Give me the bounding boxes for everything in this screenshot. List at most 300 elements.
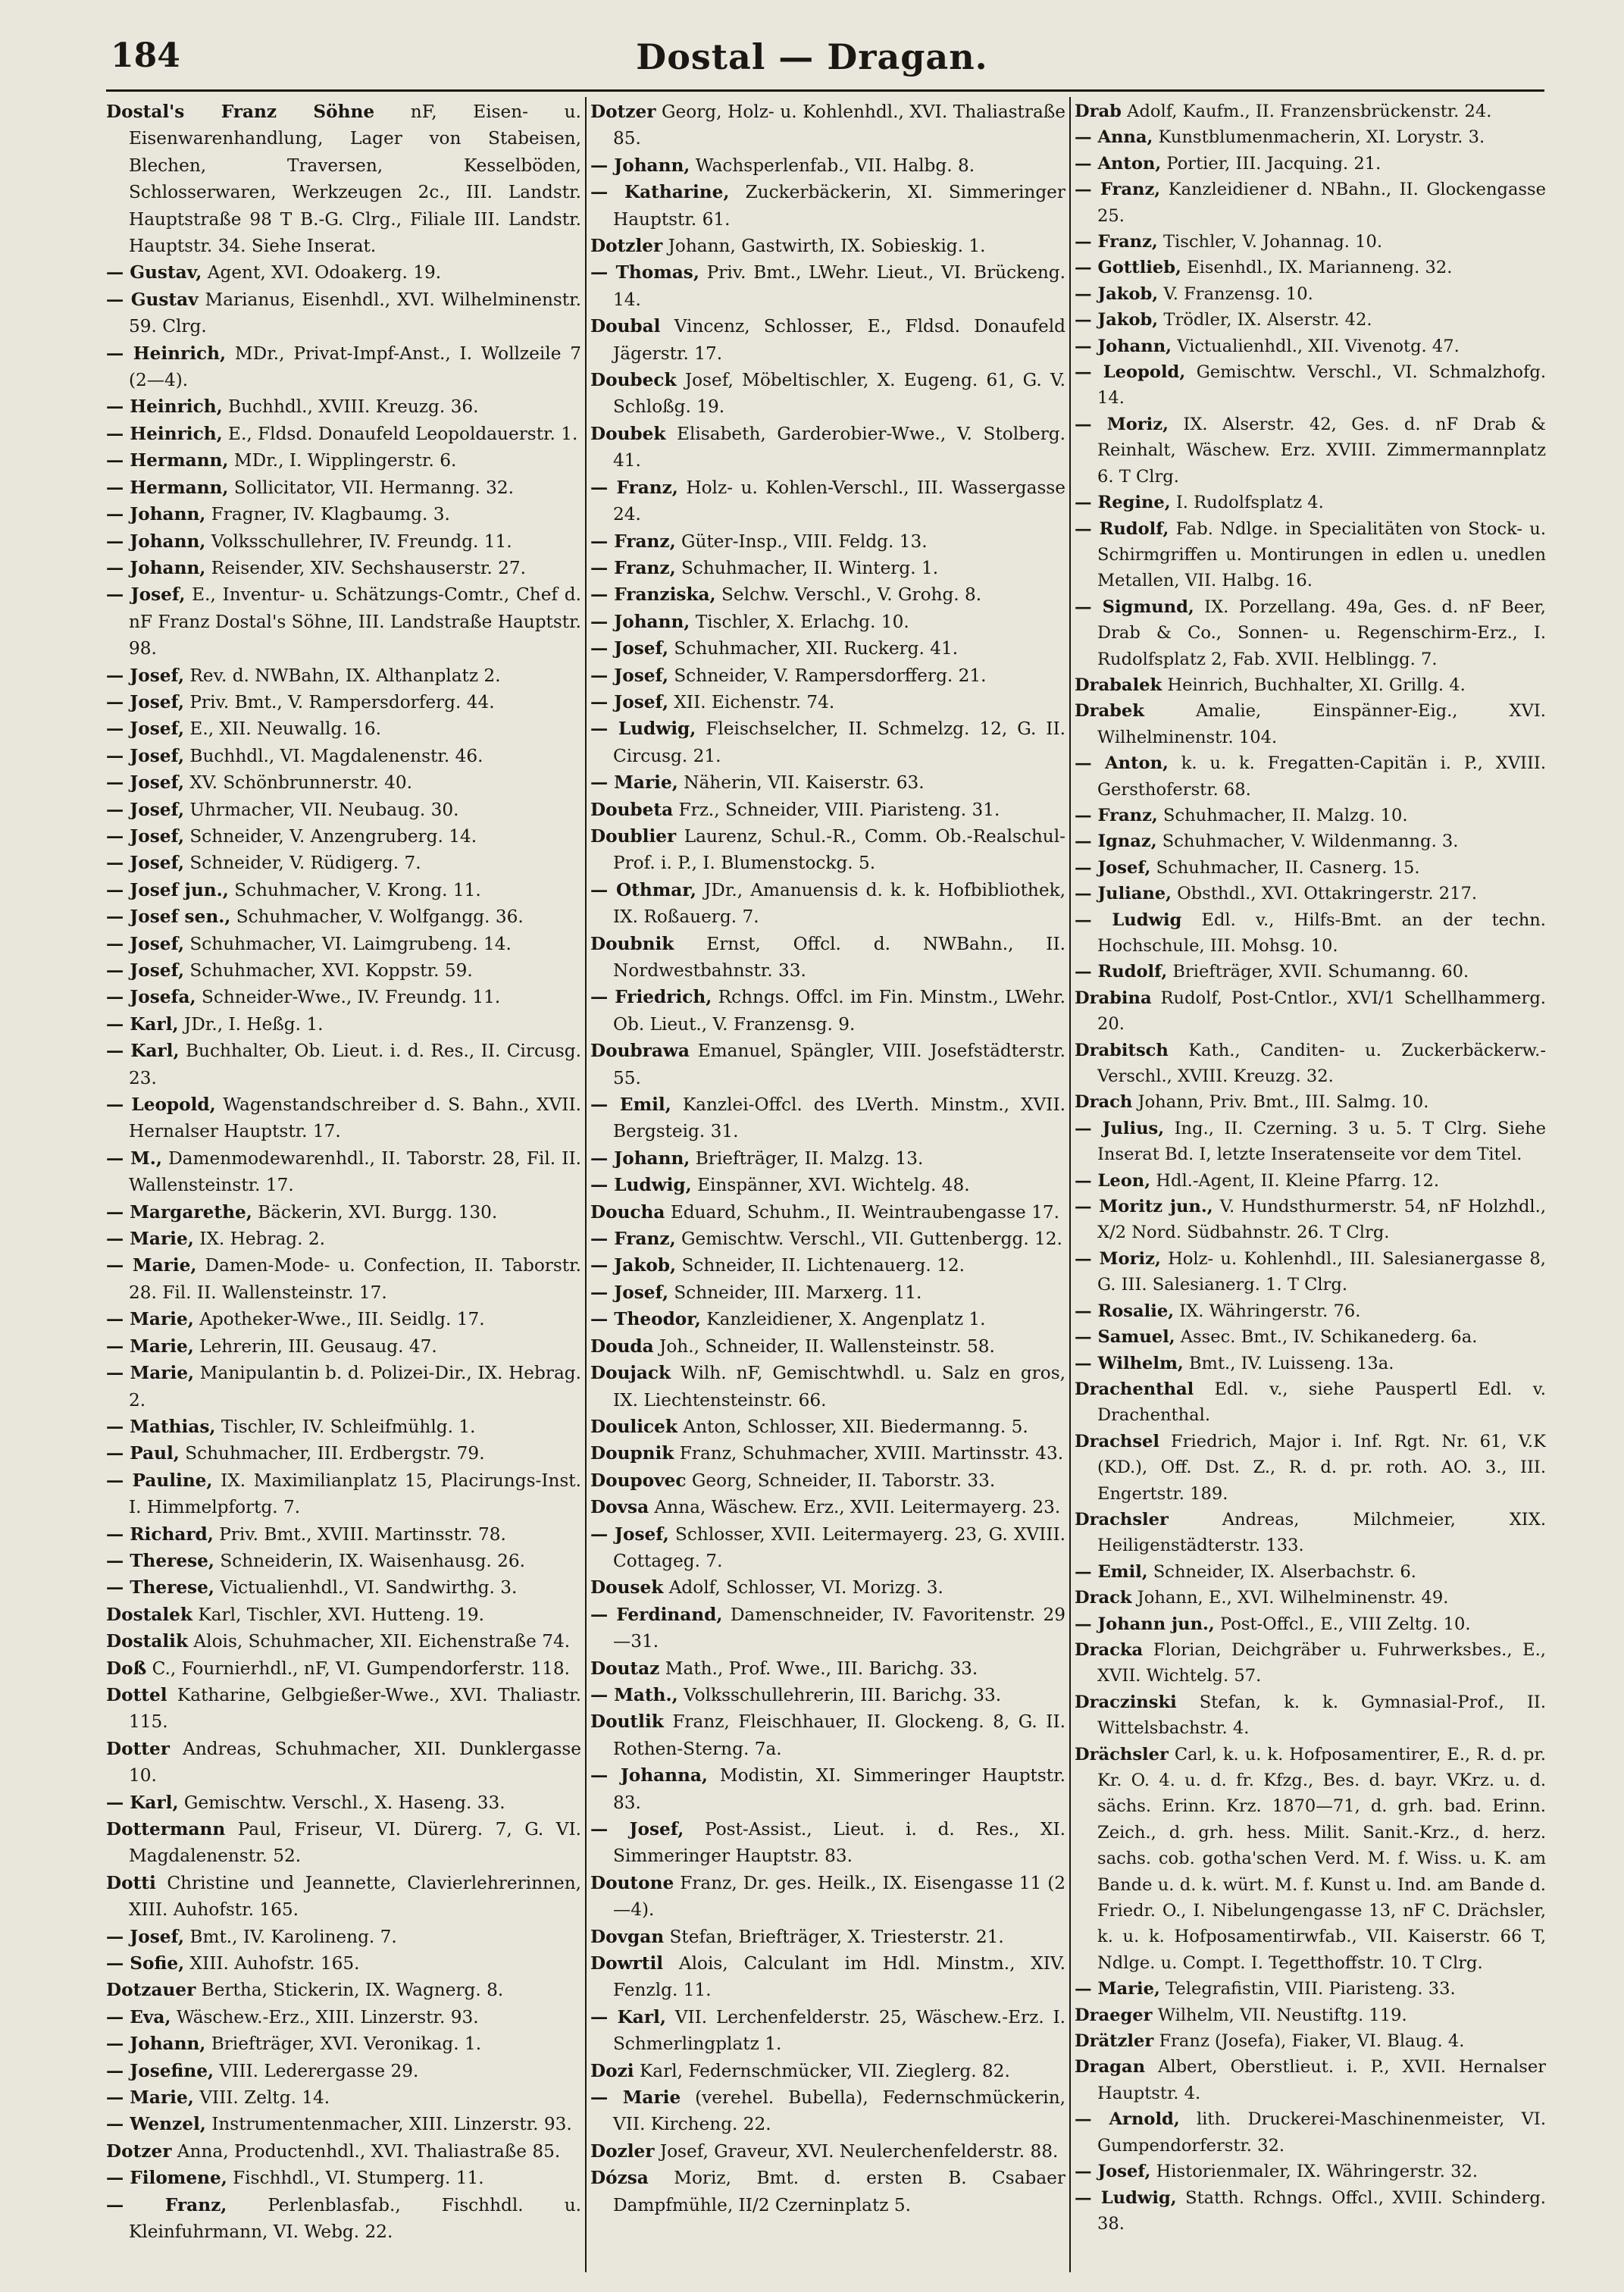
entry-name: — Josef, [590,638,669,659]
directory-entry [106,340,581,394]
entry-name: — Filomene, [106,2168,227,2189]
entry-name: — Mathias, [106,1416,216,1437]
entry-name: — Juliane, [1075,884,1172,904]
entry-name: — Anton, [1075,753,1169,774]
directory-entry [1075,333,1546,359]
entry-text: Schneider, III. Marxerg. 11. [674,1282,922,1303]
entry-text: Schneider-Wwe., IV. Freundg. 11. [201,987,501,1008]
directory-entry [590,1870,1065,1924]
entry-name: Doupnik [590,1443,674,1464]
entry-name: — Josef, [590,1282,669,1303]
entry-text: Selchw. Verschl., V. Grohg. 8. [721,584,982,606]
directory-entry [106,1870,581,1924]
entry-text: MDr., I. Wipplingerstr. 6. [233,450,457,471]
entry-name: Doublier [590,825,677,847]
entry-name: — Gustav [106,289,199,310]
directory-entry [106,1467,581,1521]
entry-text: Georg, Holz- u. Kohlenhdl., XVI. Thaliastraße 85. [613,102,1065,149]
entry-text: Fragner, IV. Klagbaumg. 3. [211,504,450,525]
entry-name: — Wenzel, [106,2114,206,2135]
entry-text: Damenmodewarenhdl., II. Taborstr. 28, Fil. II. Wallensteinstr. 17. [129,1148,581,1196]
entry-text: Buchhalter, Ob. Lieut. i. d. Res., II. Circusg. 23. [129,1041,581,1088]
directory-entry [590,1226,1065,1252]
directory-entry [1075,1637,1546,1689]
entry-text: Heinrich, Buchhalter, XI. Grillg. 4. [1167,675,1466,695]
directory-entry [1075,307,1546,333]
page-number: 184 [111,36,180,75]
entry-name: Dottermann [106,1819,226,1840]
entry-name: — Leon, [1075,1170,1151,1191]
directory-entry [106,1199,581,1226]
entry-text: Einspänner, XVI. Wichtelg. 48. [697,1175,970,1196]
entry-name: Doubnik [590,933,674,954]
entry-text: Edl. v., siehe Pauspertl Edl. v. Drachenthal. [1097,1379,1546,1426]
directory-entry [106,393,581,420]
entry-text: Agent, XVI. Odoakerg. 19. [207,262,442,283]
entry-text: Rudolf, Post-Cntlor., XVI/1 Schellhammerg. 20. [1097,988,1546,1035]
entry-text: Holz- u. Kohlenhdl., III. Salesianergasse 8, G. III. Salesianerg. 1. T Clrg. [1097,1248,1546,1295]
entry-text: Gemischtw. Verschl., VII. Guttenbergg. 12. [681,1229,1062,1250]
entry-text: Kunstblumenmacherin, XI. Lorystr. 3. [1158,127,1485,148]
directory-entry [106,1038,581,1091]
entry-text: Schuhmacher, XII. Ruckerg. 41. [674,638,959,659]
entry-text: Andreas, Milchmeier, XIX. Heiligenstädterstr. 133. [1097,1509,1546,1556]
directory-entry [590,662,1065,689]
directory-entry [590,609,1065,635]
entry-text: XII. Eichenstr. 74. [674,691,835,712]
directory-entry [106,931,581,957]
directory-entry [590,2165,1065,2218]
entry-text: XV. Schönbrunnerstr. 40. [189,772,412,794]
entry-name: Drachsel [1075,1431,1159,1451]
entry-name: Dovgan [590,1926,665,1947]
directory-entry [106,528,581,555]
entry-name: — Gustav, [106,262,202,283]
directory-entry [106,286,581,340]
entry-text: Wilhelm, VII. Neustiftg. 119. [1157,2005,1407,2025]
directory-entry [106,715,581,742]
directory-entry [590,1762,1065,1816]
entry-text: k. u. k. Fregatten-Capitän i. P., XVIII. Gersthoferstr. 68. [1097,753,1546,800]
entry-text: Schuhmacher, II. Winterg. 1. [681,557,939,578]
entry-name: Dostalik [106,1631,189,1652]
directory-entry [1075,99,1546,124]
entry-name: — Eva, [106,2006,171,2027]
directory-entry [1075,1429,1546,1507]
entry-name: Dostal's Franz Söhne [106,102,375,122]
entry-text: Schneider, II. Lichtenauerg. 12. [681,1255,965,1276]
entry-name: — Johann, [106,2034,206,2055]
entry-text: Albert, Oberstlieut. i. P., XVII. Hernalser Hauptstr. 4. [1097,2057,1546,2103]
entry-text: IX. Alserstr. 42, Ges. d. nF Drab & Reinhalt, Wäschew. Erz. XVIII. Zimmermannplatz 6. T Clrg. [1097,414,1546,487]
entry-name: Drack [1075,1588,1132,1608]
entry-text: Rchngs. Offcl. im Fin. Minstm., LWehr. Ob. Lieut., V. Franzensg. 9. [613,987,1065,1035]
entry-text: Amalie, Einspänner-Eig., XVI. Wilhelminenstr. 104. [1097,701,1546,747]
entry-text: Instrumentenmacher, XIII. Linzerstr. 93. [211,2114,572,2135]
directory-entry [106,2192,581,2246]
entry-text: JDr., I. Heßg. 1. [183,1013,324,1035]
entry-name: Dotzer [106,2140,172,2162]
entry-text: Johann, E., XVI. Wilhelminenstr. 49. [1137,1588,1449,1608]
entry-text: Wachsperlenfab., VII. Halbg. 8. [695,155,975,176]
directory-entry [106,1816,581,1870]
entry-text: Andreas, Schuhmacher, XII. Dunklergasse 10. [129,1738,581,1786]
entry-name: — Karl, [106,1013,179,1035]
directory-entry [106,2058,581,2084]
entry-name: — Josef, [1075,857,1151,878]
directory-entry [1075,1089,1546,1115]
directory-entry [106,1548,581,1574]
entry-name: — Josef, [106,665,185,686]
directory-entry [106,1414,581,1440]
entry-text: E., Fldsd. Donaufeld Leopoldauerstr. 1. [228,423,578,444]
entry-text: E., Inventur- u. Schätzungs-Comtr., Chef d. nF Franz Dostal's Söhne, III. Landstraße Hauptstr. 98. [129,584,581,659]
directory-entry [590,797,1065,823]
directory-entry [106,984,581,1010]
directory-entry [1075,1585,1546,1611]
entry-text: Schneiderin, IX. Waisenhausg. 26. [220,1550,526,1571]
entry-text: Wäschew.-Erz., XIII. Linzerstr. 93. [176,2006,479,2027]
directory-entry [590,715,1065,769]
entry-text: Priv. Bmt., XVIII. Martinsstr. 78. [219,1523,506,1545]
entry-name: Doupovec [590,1470,687,1491]
directory-entry [1075,281,1546,307]
entry-name: — Johanna, [590,1765,708,1786]
entry-name: — Margarethe, [106,1201,252,1223]
entry-name: Drab [1075,102,1122,121]
directory-entry [590,984,1065,1038]
entry-name: — Johann, [106,504,206,525]
entry-name: — Johann, [1075,336,1172,356]
directory-entry [106,1091,581,1145]
entry-name: Dowrtil [590,1953,664,1974]
entry-name: — Josef, [106,719,185,740]
directory-entry [590,1145,1065,1172]
entry-name: — Franz, [590,531,676,552]
directory-entry [1075,2002,1546,2028]
entry-name: — Franziska, [590,584,716,606]
entry-text: Georg, Schneider, II. Taborstr. 33. [691,1470,996,1491]
entry-name: — Josef jun., [106,879,229,900]
entry-name: — Katharine, [590,182,730,203]
entry-name: Drachenthal [1075,1379,1194,1399]
entry-text: Telegrafistin, VIII. Piaristeng. 33. [1166,1979,1456,1999]
entry-text: Schneider, V. Rampersdorfferg. 21. [674,665,987,686]
entry-text: Franz, Fleischhauer, II. Glockeng. 8, G. II. Rothen-Sterng. 7a. [613,1711,1065,1759]
directory-entry [1075,490,1546,515]
entry-name: — Moriz, [1075,1248,1161,1269]
directory-entry [1075,1194,1546,1246]
directory-entry [106,743,581,769]
entry-text: Ing., II. Czerning. 3 u. 5. T Clrg. Siehe Inserat Bd. I, letzte Inseratenseite vor dem Titel. [1097,1118,1546,1165]
entry-text: IX. Porzellang. 49a, Ges. d. nF Beer, Drab & Co., Sonnen- u. Regenschirm-Erz., I. Rudolfsplatz 2, Fab. XVII. Helblingg. 7. [1097,596,1546,669]
entry-text: Damen-Mode- u. Confection, II. Taborstr. 28. Fil. II. Wallensteinstr. 17. [129,1255,581,1303]
entry-name: — Josef, [590,691,669,712]
directory-entry [106,769,581,796]
entry-name: — Franz, [590,1229,676,1250]
directory-entry [1075,516,1546,594]
directory-entry [590,555,1065,581]
entry-name: — Therese, [106,1577,214,1598]
directory-entry [1075,124,1546,150]
directory-entry [106,555,581,581]
directory-entry [106,581,581,662]
column-3 [1075,99,1546,2274]
entry-name: — Theodor, [590,1309,701,1330]
entry-name: Dozler [590,2140,655,2162]
entry-name: — Pauline, [106,1470,213,1491]
entry-text: Stefan, k. k. Gymnasial-Prof., II. Wittelsbachstr. 4. [1097,1692,1546,1739]
directory-entry [590,2138,1065,2165]
entry-name: Drabitsch [1075,1040,1169,1060]
entry-name: Dragan [1075,2057,1146,2078]
entry-name: — Julius, [1075,1118,1165,1138]
entry-name: — Marie, [106,1229,194,1250]
entry-text: Güter-Insp., VIII. Feldg. 13. [681,531,928,552]
entry-name: Dovsa [590,1497,649,1518]
directory-entry [590,931,1065,985]
entry-text: IX. Währingerstr. 76. [1179,1301,1361,1321]
entry-text: C., Fournierhdl., nF, VI. Gumpendorferstr. 118. [152,1658,571,1679]
entry-name: Doubeta [590,799,674,820]
entry-text: JDr., Amanuensis d. k. k. Hofbibliothek, IX. Roßauerg. 7. [613,879,1065,928]
entry-text: Bertha, Stickerin, IX. Wagnerg. 8. [201,1980,504,2001]
entry-text: Christine und Jeannette, Clavierlehrerinnen, XIII. Auhofstr. 165. [129,1872,581,1921]
directory-entry [106,850,581,876]
entry-text: Priv. Bmt., V. Rampersdorferg. 44. [189,691,495,712]
running-head: Dostal — Dragan. [636,36,988,77]
entry-name: — Leopold, [1075,362,1186,383]
entry-name: — Richard, [106,1523,214,1545]
entry-text: Schlosser, XVII. Leitermayerg. 23, G. XVIII. Cottageg. 7. [613,1523,1065,1571]
header-rule [106,89,1544,92]
entry-text: Kanzleidiener d. NBahn., II. Glockengasse 25. [1097,180,1546,226]
entry-text: Apotheker-Wwe., III. Seidlg. 17. [199,1309,485,1330]
entry-name: Drabina [1075,988,1152,1008]
directory-entry [1075,255,1546,280]
directory-entry [106,957,581,984]
directory-entry [106,1789,581,1816]
entry-name: Doubeck [590,370,677,391]
entry-text: Gemischtw. Verschl., VI. Schmalzhofg. 14. [1097,362,1546,409]
directory-entry [1075,1742,1546,1977]
entry-text: Johann, Priv. Bmt., III. Salmg. 10. [1137,1092,1429,1113]
entry-name: — Josef, [106,933,185,954]
entry-name: — Karl, [590,2006,666,2027]
directory-entry [1075,698,1546,750]
entry-name: Drabek [1075,701,1144,722]
entry-text: VII. Lerchenfelderstr. 25, Wäschew.-Erz. I. Schmerlingplatz 1. [613,2006,1065,2055]
directory-entry [590,1602,1065,1655]
entry-text: Obsthdl., XVI. Ottakringerstr. 217. [1177,884,1478,904]
entry-text: Math., Prof. Wwe., III. Barichg. 33. [665,1658,978,1679]
directory-entry [590,152,1065,179]
entry-name: Dozi [590,2060,634,2081]
column-1 [106,99,581,2274]
entry-text: Buchhdl., XVIII. Kreuzg. 36. [228,396,479,418]
entry-name: Douda [590,1335,654,1357]
directory-entry [590,1172,1065,1198]
directory-entry [1075,1324,1546,1350]
directory-entry [106,1306,581,1332]
entry-text: Franz (Josefa), Fiaker, VI. Blaug. 4. [1159,2031,1465,2052]
directory-entry [1075,2028,1546,2054]
entry-text: I. Rudolfsplatz 4. [1175,493,1324,513]
entry-name: — Moritz jun., [1075,1197,1213,1217]
directory-entry [1075,672,1546,698]
entry-text: Franz, Schuhmacher, XVIII. Martinsstr. 43. [679,1443,1064,1464]
directory-entry [590,1279,1065,1306]
entry-text: Sollicitator, VII. Hermanng. 32. [233,477,515,498]
entry-name: — Josef, [590,665,669,686]
entry-name: — Ludwig, [1075,2187,1177,2208]
directory-entry [106,2031,581,2057]
directory-entry [590,1574,1065,1601]
entry-text: Volksschullehrerin, III. Barichg. 33. [684,1684,1002,1705]
entry-name: — Ludwig [1075,910,1182,930]
entry-name: — Ignaz, [1075,831,1157,852]
directory-entry [1075,2054,1546,2106]
entry-name: — Josef, [106,1926,185,1947]
entry-name: Dotti [106,1872,156,1893]
entry-name: — Karl, [106,1041,180,1062]
entry-name: Dottel [106,1684,167,1705]
entry-text: Modistin, XI. Simmeringer Hauptstr. 83. [613,1765,1065,1813]
directory-entry [590,1924,1065,1950]
directory-entry [106,421,581,447]
directory-entry [590,1521,1065,1575]
entry-name: — Marie, [106,1363,195,1384]
directory-entry [106,797,581,823]
entry-name: — Heinrich, [106,423,223,444]
entry-text: Hdl.-Agent, II. Kleine Pfarrg. 12. [1156,1170,1440,1191]
entry-name: — Johann, [590,1148,690,1169]
entry-name: — Johann, [590,611,690,632]
entry-text: Bäckerin, XVI. Burgg. 130. [258,1201,498,1223]
directory-entry [590,1360,1065,1414]
entry-text: Historienmaler, IX. Währingerstr. 32. [1156,2162,1478,2182]
entry-text: Trödler, IX. Alserstr. 42. [1163,310,1372,330]
entry-text: Joh., Schneider, II. Wallensteinstr. 58. [659,1335,995,1357]
directory-entry [1075,1038,1546,1090]
directory-entry [106,1226,581,1252]
entry-name: — Sigmund, [1075,596,1194,617]
entry-name: Doß [106,1658,147,1679]
entry-name: — Marie, [1075,1979,1160,1999]
entry-text: Bmt., IV. Karolineng. 7. [189,1926,397,1947]
entry-text: lith. Druckerei-Maschinenmeister, VI. Gumpendorferstr. 32. [1097,2109,1546,2156]
directory-entry [106,1333,581,1360]
entry-name: — Anton, [1075,153,1162,174]
entry-name: — Ludwig, [590,1175,692,1196]
directory-entry [590,1306,1065,1332]
entry-text: Florian, Deichgräber u. Fuhrwerksbes., E., XVII. Wichtelg. 57. [1097,1639,1546,1686]
directory-entry [106,99,581,259]
directory-entry [106,1145,581,1199]
entry-name: — Johann jun., [1075,1614,1215,1634]
entry-name: — Johann, [106,531,206,552]
directory-entry [590,313,1065,367]
directory-entry [590,1252,1065,1279]
entry-name: Doutaz [590,1658,660,1679]
entry-name: — Jakob, [1075,283,1159,304]
entry-text: Tischler, X. Erlachg. 10. [695,611,909,632]
entry-text: Schuhmacher, V. Krong. 11. [234,879,481,900]
directory-entry [1075,855,1546,881]
entry-text: Stefan, Briefträger, X. Triesterstr. 21. [669,1926,1004,1947]
directory-entry [106,1924,581,1950]
directory-entry [106,1950,581,1977]
entry-name: Drächsler [1075,1744,1169,1764]
entry-name: Doubal [590,316,661,337]
entry-text: Eduard, Schuhm., II. Weintraubengasse 17. [670,1201,1059,1223]
entry-text: Katharine, Gelbgießer-Wwe., XVI. Thaliastr. 115. [129,1684,581,1733]
entry-text: IX. Maximilianplatz 15, Placirungs-Inst. I. Himmelpfortg. 7. [129,1470,581,1518]
entry-name: — Josef, [590,1819,684,1840]
entry-text: Marianus, Eisenhdl., XVI. Wilhelminenstr. 59. Clrg. [129,289,581,337]
entry-name: Drach [1075,1092,1133,1113]
entry-text: Assec. Bmt., IV. Schikanederg. 6a. [1180,1327,1478,1348]
entry-text: Gemischtw. Verschl., X. Haseng. 33. [183,1792,505,1813]
entry-name: — Marie, [106,2087,194,2109]
entry-name: — Leopold, [106,1094,216,1116]
directory-entry [106,1736,581,1789]
entry-name: — Rudolf, [1075,518,1169,539]
directory-entry [106,2084,581,2111]
entry-name: — Franz, [106,2194,227,2215]
entry-text: Kath., Canditen- u. Zuckerbäckerw.-Verschl., XVIII. Kreuzg. 32. [1097,1040,1546,1087]
entry-text: Schuhmacher, XVI. Koppstr. 59. [189,960,473,981]
entry-text: Josef, Möbeltischler, X. Eugeng. 61, G. V. Schloßg. 19. [613,370,1065,418]
directory-entry [1075,1376,1546,1429]
entry-text: Schuhmacher, VI. Laimgrubeng. 14. [189,933,512,954]
directory-entry [106,662,581,689]
entry-text: Karl, Tischler, XVI. Hutteng. 19. [198,1604,484,1625]
entry-text: Briefträger, XVII. Schumanng. 60. [1172,962,1469,982]
entry-name: Draeger [1075,2005,1153,2025]
entry-name: — Hermann, [106,477,229,498]
directory-entry [106,1602,581,1628]
directory-entry [590,1816,1065,1870]
entry-text: Johann, Gastwirth, IX. Sobieskig. 1. [668,236,986,257]
entry-text: Josef, Graveur, XVI. Neulerchenfelderstr. 88. [659,2140,1059,2162]
entry-name: — Josef, [590,1523,669,1545]
entry-name: — Karl, [106,1792,179,1813]
entry-name: — Emil, [590,1094,671,1116]
directory-entry [1075,1611,1546,1637]
entry-text: Volksschullehrer, IV. Freundg. 11. [211,531,512,552]
directory-entry [106,2165,581,2191]
entry-name: Dracka [1075,1639,1144,1660]
entry-text: Schuhmacher, III. Erdbergstr. 79. [185,1443,485,1464]
entry-name: Doutone [590,1872,674,1893]
entry-text: Elisabeth, Garderobier-Wwe., V. Stolberg. 41. [613,423,1065,471]
entry-text: IX. Hebrag. 2. [199,1229,325,1250]
directory-entry [106,1977,581,2003]
entry-text: Adolf, Schlosser, VI. Morizg. 3. [668,1577,943,1598]
directory-entry [106,903,581,930]
entry-name: Dotzer [590,102,656,122]
entry-name: — Franz, [590,557,676,578]
entry-text: Perlenblasfab., Fischhdl. u. Kleinfuhrmann, VI. Webg. 22. [129,2194,581,2243]
entry-name: — Johann, [590,155,690,176]
entry-name: Dotzler [590,236,663,257]
entry-name: — Franz, [1075,180,1161,200]
entry-name: Dotzauer [106,1980,196,2001]
entry-text: (verehel. Bubella), Federnschmückerin, VII. Kircheng. 22. [613,2087,1065,2135]
entry-name: — Rudolf, [1075,962,1168,982]
directory-entry [590,421,1065,474]
